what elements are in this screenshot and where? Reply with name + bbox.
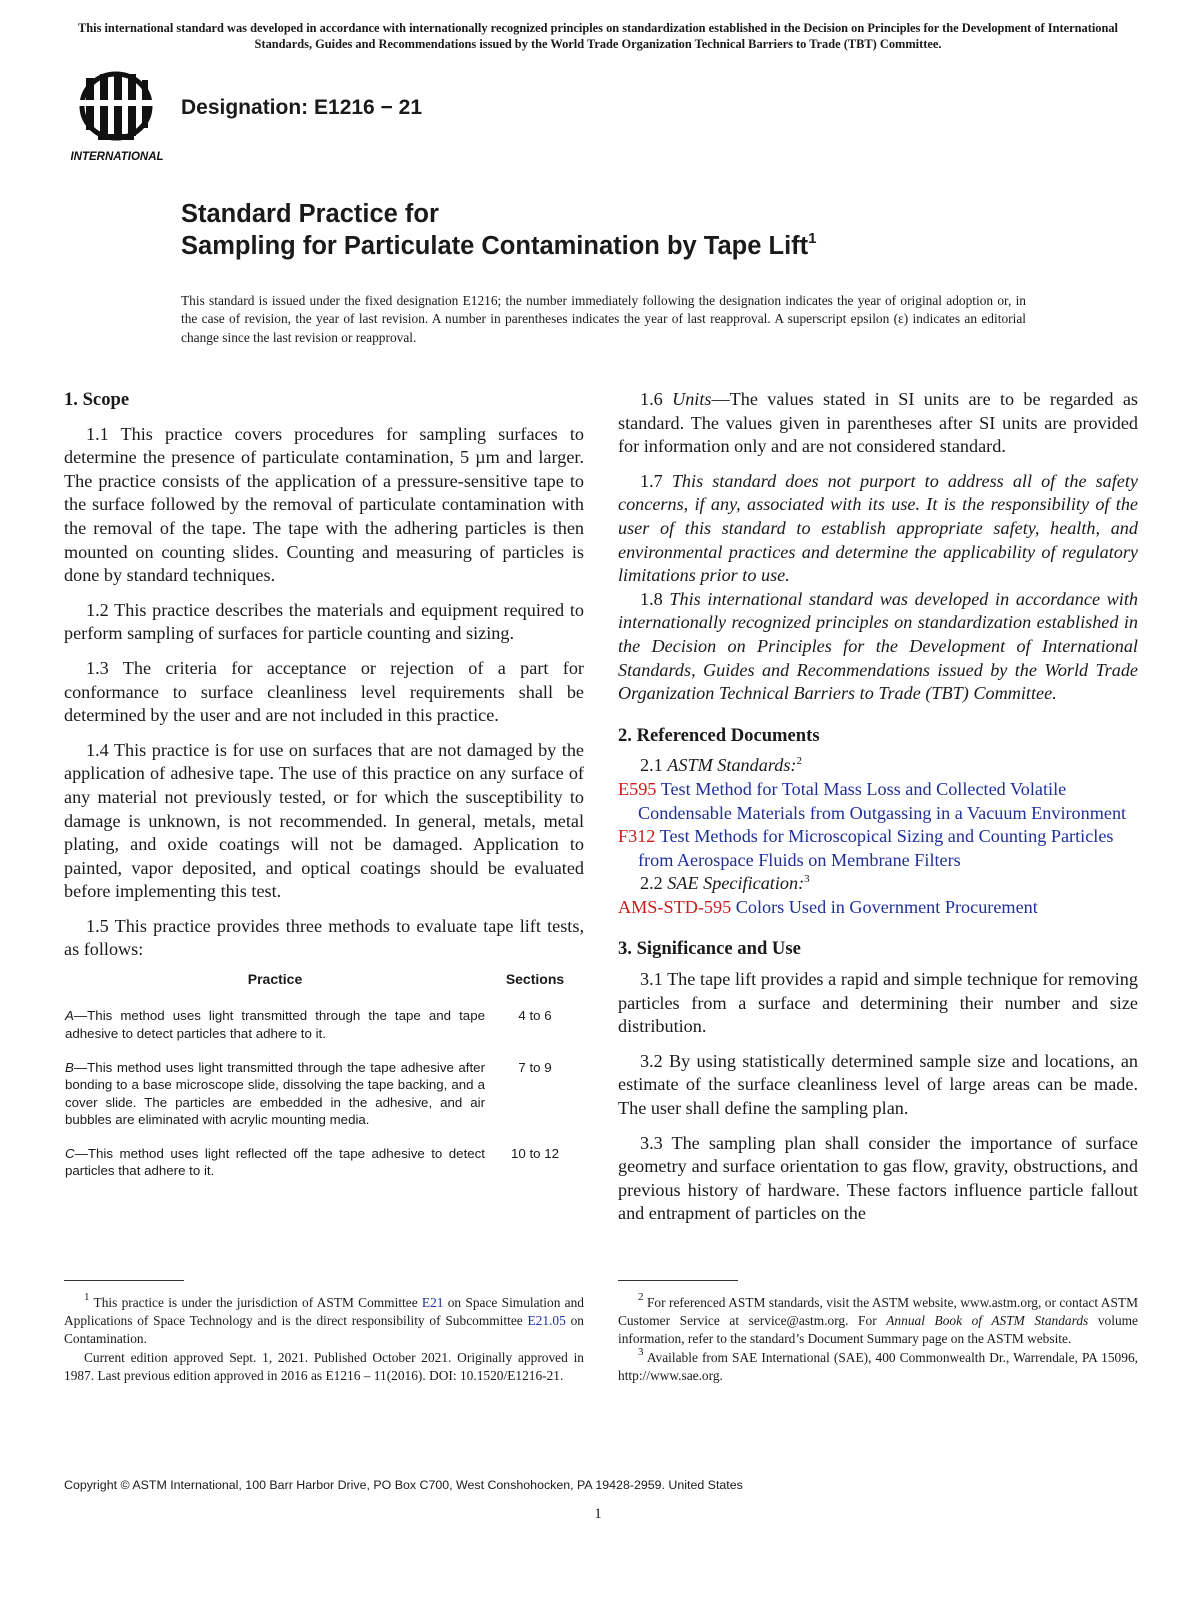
table-header-sections: Sections [505,971,565,988]
method-letter: A [65,1008,74,1024]
section-heading-referenced-documents: 2. Referenced Documents [618,724,820,746]
method-description: —This method uses light reflected off the tape adhesive to detect particles that adhere to it. [65,1146,485,1179]
issued-note: This standard is issued under the fixed designation E1216; the number immediately following the designation indicates the year of original adoption or, in the case of revision, the year of last revision. A number in parentheses indicates the year of last reapproval. A superscript epsilon (ε) indicates an editorial change since the last revision or reapproval. [181,293,1026,345]
method-description: —This method uses light transmitted through the tape adhesive after bonding to a base microscope slide, dissolving the tape backing, and a cover slide. The particles are embedded in the adhesive, and air bubbles are eliminated with acrylic mounting media. [65,1059,485,1127]
method-sections: 7 to 9 [518,1059,552,1075]
committee-e21-link[interactable]: E21 [421,1295,444,1310]
paragraph-1-1: 1.1 This practice covers procedures for sampling surfaces to determine the presence of particulate contamination, 5 µm and larger. The practice consists of the application of a pressure-sensitive tape to the surface followed by the removal of particulate contamination with the removal of the tape. The tape with the adhering particles is then mounted on counting slides. Counting and measuring of particles is done by standard techniques. [64,423,584,586]
reference-link-f312[interactable]: F312 Test Methods for Microscopical Sizing and Counting Particles from Aerospace Fluids on Membrane Filters [618,826,1114,870]
logo-wordmark: INTERNATIONAL [70,151,164,163]
method-letter: B [65,1059,74,1075]
method-description: —This method uses light transmitted through the tape and tape adhesive to detect particles that adhere to it. [65,1008,485,1041]
paragraph-2-2: 2.2 SAE Specification:$^3$ [640,873,810,894]
astm-logo-icon [64,70,170,166]
page-number: 1 [594,1506,602,1522]
method-sections: 4 to 6 [518,1008,552,1024]
section-heading-scope: 1. Scope [64,389,130,410]
table-row [64,1058,584,1144]
paragraph-1-3: 1.3 The criteria for acceptance or rejection of a part for conformance to surface cleanliness level requirements shall be determined by the user and are not included in this practice. [64,657,584,726]
subcommittee-e21-05-link[interactable]: E21.05 [527,1313,566,1329]
reference-link-ams-std-595[interactable]: AMS-STD-595 Colors Used in Government Procurement [618,896,1038,917]
footnote-3: $^3$ Available from SAE International (SAE), 400 Commonwealth Dr., Warrendale, PA 15096, http://www.sae.org. [618,1345,1138,1383]
footnote-divider [618,1280,738,1281]
paragraph-3-2: 3.2 By using statistically determined sample size and locations, an estimate of the surface cleanliness level of large areas can be made. The user shall define the sampling plan. [618,1050,1138,1119]
section-heading-significance: 3. Significance and Use [618,938,801,960]
title-footnote-mark: 1 [808,230,817,247]
paragraph-1-8: 1.8 This international standard was developed in accordance with internationally recognized principles on standardization established in the Decision on Principles for the Development of International Standards, Guides and Recommendations issued by the World Trade Organization Technical Barriers to Trade (TBT) Committee. [618,588,1139,704]
paragraph-1-6: 1.6 Units—The values stated in SI units are to be regarded as standard. The values given in parentheses after SI units are provided for information only and are not considered standard. [618,389,1138,457]
method-sections: 10 to 12 [510,1146,560,1162]
footnote-1: $^1$ This practice is under the jurisdiction of ASTM Committee E21 on Space Simulation and Applications of Space Technology and is the direct responsibility of Subcommittee E21.05 on Contamination. [64,1291,584,1347]
top-notice: This international standard was developed in accordance with internationally recognized principles on standardization established in the Decision on Principles for the Development of International Standards, Guides and Recommendations issued by the World Trade Organization Technical Barriers to Trade (TBT) Committee. [77,21,1119,51]
sae-reference-list [618,896,1138,920]
paragraph-1-4: 1.4 This practice is for use on surfaces that are not damaged by the application of adhesive tape. The use of this practice on any surface of any material not previously tested, or for which the susceptibility to damage is unknown, is not recommended. In general, metals, metal plating, and oxide coatings will not be damaged. Application to painted, vapor deposited, and optical coatings should be evaluated before implementing this test. [64,739,584,902]
table-row [64,1006,584,1058]
left-column [64,388,584,1196]
paragraph-1-7: 1.7 This standard does not purport to address all of the safety concerns, if any, associated with its use. It is the responsibility of the user of this standard to establish appropriate safety, health, and environmental practices and determine the applicability of regulatory limitations prior to use. [618,470,1139,586]
paragraph-1-5: 1.5 This practice provides three methods to evaluate tape lift tests, as follows: [64,915,584,960]
copyright-line: Copyright © ASTM International, 100 Barr Harbor Drive, PO Box C700, West Conshohocken, PA 19428-2959. United States [64,1478,743,1492]
reference-link-e595[interactable]: E595 Test Method for Total Mass Loss and Collected Volatile Condensable Materials from Outgassing in a Vacuum Environment [618,778,1127,823]
document-title [181,198,817,262]
footnotes-left [64,1291,584,1385]
paragraph-1-2: 1.2 This practice describes the materials and equipment required to perform sampling of surfaces for particle counting and sizing. [64,599,584,644]
paragraph-2-1: 2.1 ASTM Standards:$^2$ [640,755,802,776]
title-line-2: Sampling for Particulate Contamination by Tape Lift [181,232,809,260]
right-column [618,388,1138,1226]
method-letter: C [65,1146,75,1162]
footnote-2: $^2$ For referenced ASTM standards, visit the ASTM website, www.astm.org, or contact ASTM Customer Service at service@astm.org. For Annual Book of ASTM Standards volume information, refer to the standard’s Document Summary page on the ASTM website. [618,1291,1138,1347]
paragraph-3-3: 3.3 The sampling plan shall consider the importance of surface geometry and surface orientation to gas flow, gravity, obstructions, and previous history of hardware. These factors influence particle fallout and entrapment of particles on the [618,1132,1138,1224]
table-row [64,1144,584,1196]
title-line-1: Standard Practice for [181,200,439,228]
designation: Designation: E1216 − 21 [181,96,423,119]
table-header-practice: Practice [247,971,303,988]
footnote-1-edition: Current edition approved Sept. 1, 2021. Published October 2021. Originally approved in 1987. Last previous edition approved in 2016 as E1216 – 11(2016). DOI: 10.1520/E1216-21. [64,1349,584,1383]
astm-reference-list [618,778,1138,872]
footnote-divider [64,1280,184,1281]
practice-methods-table [64,970,584,1196]
footnotes-right [618,1291,1138,1385]
paragraph-3-1: 3.1 The tape lift provides a rapid and simple technique for removing particles from a surface and determining their number and size distribution. [618,969,1138,1037]
